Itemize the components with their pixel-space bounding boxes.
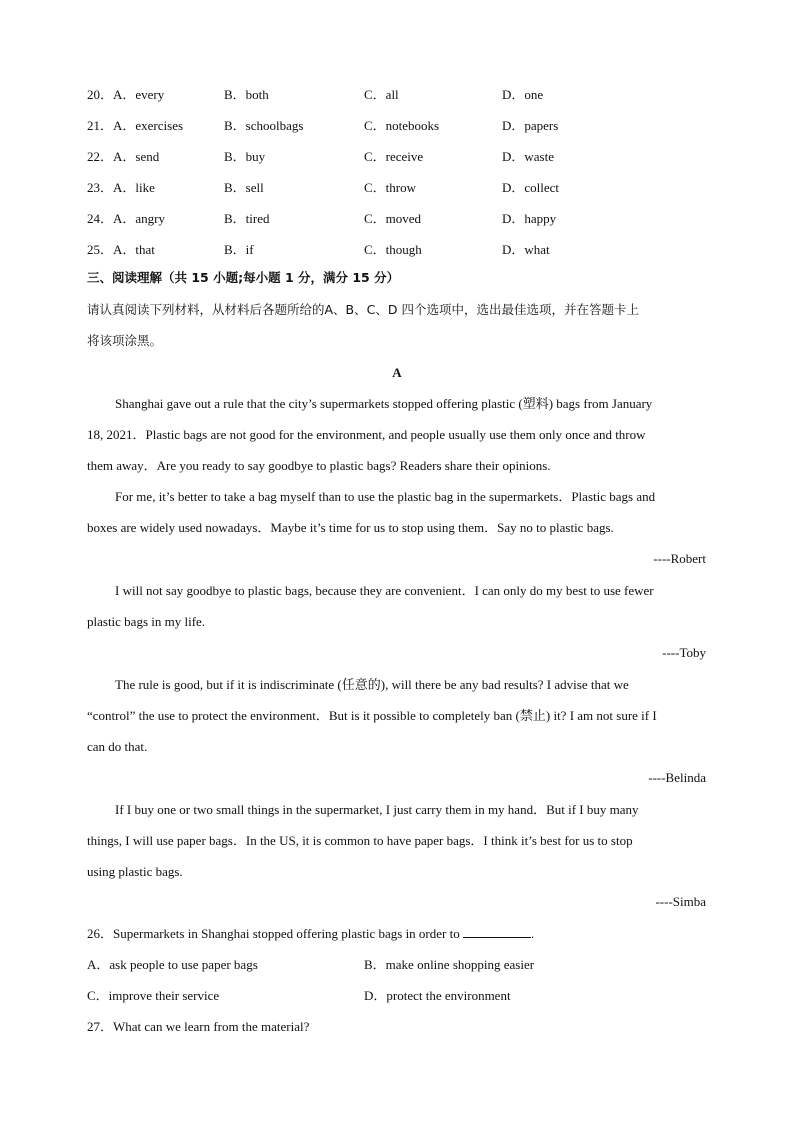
passage-line: can do that.: [87, 739, 148, 754]
option-row-20: [87, 84, 727, 100]
option-a: 25．A．that: [87, 242, 155, 257]
passage-line: using plastic bags.: [87, 864, 183, 879]
passage-line: Shanghai gave out a rule that the city’s supermarkets stopped offering plastic (塑料) bags from January: [115, 396, 653, 411]
passage-line: plastic bags in my life.: [87, 614, 206, 629]
option-c: C．receive: [364, 149, 424, 164]
option-b: B．both: [224, 87, 269, 102]
opinion-simba: [87, 794, 707, 887]
option-b: B．sell: [224, 180, 264, 195]
passage-line: The rule is good, but if it is indiscriminate (任意的), will there be any bad results? I advise that we: [115, 677, 629, 692]
option-b: B．schoolbags: [224, 118, 304, 133]
option-c: C．notebooks: [364, 118, 440, 133]
passage-line: them away．Are you ready to say goodbye to plastic bags? Readers share their opinions.: [87, 458, 551, 473]
section-instruction-line1: 请认真阅读下列材料，从材料后各题所给的A、B、C、D 四个选项中，选出最佳选项，并在答题卡上: [87, 302, 639, 317]
signature-simba: ----Simba: [655, 894, 706, 909]
option-b: B．if: [224, 242, 254, 257]
passage-line: For me, it’s better to take a bag myself than to use the plastic bag in the supermarkets．Plastic bags and: [115, 489, 656, 504]
option-a: 21．A．exercises: [87, 118, 184, 133]
option-row-25: [87, 239, 727, 255]
signature-robert: ----Robert: [653, 551, 706, 566]
option-row-23: [87, 177, 727, 193]
passage-line: 18, 2021．Plastic bags are not good for the environment, and people usually use them only once and throw: [87, 427, 646, 442]
passage-line: I will not say goodbye to plastic bags, because they are convenient．I can only do my best to use fewer: [115, 583, 654, 598]
option-d: D．waste: [502, 149, 554, 164]
question-26-option-c: C．improve their service: [87, 988, 220, 1003]
passage-line: boxes are widely used nowadays．Maybe it’s time for us to stop using them．Say no to plastic bags.: [87, 520, 614, 535]
option-d: D．happy: [502, 211, 557, 226]
option-c: C．all: [364, 87, 399, 102]
option-row-22: [87, 146, 727, 162]
signature-belinda: ----Belinda: [648, 770, 706, 785]
option-a: 22．A．send: [87, 149, 160, 164]
option-c: C．throw: [364, 180, 417, 195]
option-c: C．though: [364, 242, 422, 257]
passage-line: “control” the use to protect the environment．But is it possible to completely ban (禁止) it? I am not sure if I: [87, 708, 657, 723]
passage-line: If I buy one or two small things in the supermarket, I just carry them in my hand．But if I buy many: [115, 802, 639, 817]
opinion-toby: [87, 575, 707, 637]
opinion-belinda: [87, 669, 707, 762]
answer-blank: [463, 926, 531, 938]
option-a: 20．A．every: [87, 87, 165, 102]
opinion-robert: [87, 481, 707, 543]
section-instruction-line2: 将该项涂黑。: [87, 333, 163, 348]
passage-intro: [87, 388, 707, 481]
question-26: [87, 926, 534, 942]
option-row-24: [87, 208, 727, 224]
question-26-option-b: B．make online shopping easier: [364, 957, 535, 972]
option-d: D．papers: [502, 118, 559, 133]
question-26-end: .: [530, 926, 535, 941]
signature-toby: ----Toby: [662, 645, 706, 660]
question-27-stem: 27．What can we learn from the material?: [87, 1019, 310, 1034]
section-title: 三、阅读理解（共 15 小题;每小题 1 分，满分 15 分）: [87, 270, 400, 285]
option-b: B．buy: [224, 149, 266, 164]
option-a: 24．A．angry: [87, 211, 165, 226]
question-26-option-a: A．ask people to use paper bags: [87, 957, 258, 972]
option-d: D．what: [502, 242, 550, 257]
passage-label: A: [392, 365, 402, 380]
question-26-stem: 26．Supermarkets in Shanghai stopped offering plastic bags in order to: [87, 926, 460, 941]
option-row-21: [87, 115, 727, 131]
question-26-option-d: D．protect the environment: [364, 988, 511, 1003]
option-a: 23．A．like: [87, 180, 155, 195]
option-b: B．tired: [224, 211, 270, 226]
option-d: D．one: [502, 87, 544, 102]
option-d: D．collect: [502, 180, 560, 195]
option-c: C．moved: [364, 211, 422, 226]
passage-line: things, I will use paper bags．In the US, it is common to have paper bags．I think it’s best for us to stop: [87, 833, 633, 848]
